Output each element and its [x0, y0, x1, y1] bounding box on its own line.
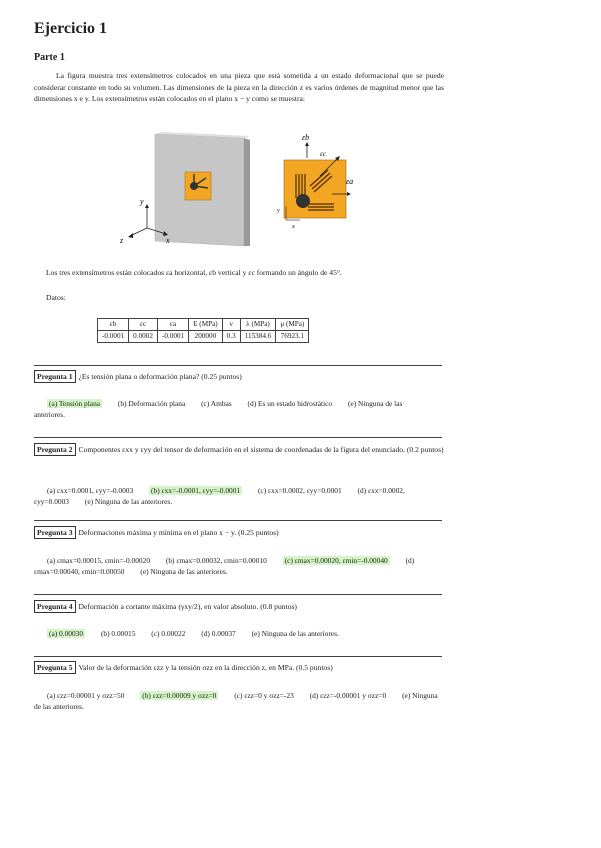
- table-header: E (MPa): [189, 319, 223, 331]
- option-e[interactable]: (e) Ninguna de las anteriores.: [34, 691, 438, 711]
- option-a[interactable]: (a) Tensión plana: [49, 399, 101, 408]
- part-title: Parte 1: [34, 52, 65, 63]
- option-d[interactable]: (d) εmax=0.00040, εmin=0.00050: [34, 556, 415, 576]
- strain-gauge-figure: [110, 128, 370, 250]
- question-5-options: [34, 690, 444, 712]
- option-b[interactable]: (b) 0.00015: [100, 629, 136, 638]
- divider: [34, 437, 442, 438]
- divider: [34, 656, 442, 657]
- question-3-options: [34, 555, 444, 577]
- table-cell: 200000: [189, 331, 223, 343]
- question-text: Valor de la deformación εzz y la tensión σzz en la dirección z, en MPa. (0.5 puntos): [78, 663, 333, 672]
- question-label: Pregunta 5: [34, 661, 76, 674]
- table-cell: -0.0001: [157, 331, 188, 343]
- table-header-row: [98, 319, 309, 331]
- option-e[interactable]: (e) Ninguna de las anteriores.: [251, 629, 339, 638]
- option-c[interactable]: (c) εxx=0.0002, εyy=0.0001: [257, 486, 342, 495]
- table-header: εb: [98, 319, 129, 331]
- option-d[interactable]: (d) Es un estado hidrostático: [247, 399, 333, 408]
- option-a[interactable]: (a) 0.00030: [49, 629, 84, 638]
- question-label: Pregunta 2: [34, 443, 76, 456]
- option-b[interactable]: (b) εxx=-0.0001, εyy=-0.0001: [151, 486, 241, 495]
- table-header: λ (MPa): [240, 319, 276, 331]
- divider: [34, 594, 442, 595]
- question-5: [34, 661, 444, 674]
- datos-label: Datos:: [46, 293, 66, 302]
- question-text: Componentes εxx y εyy del tensor de deformación en el sistema de coordenadas de la figura del enunciado. (0.2 puntos): [78, 445, 444, 454]
- gauge-y-label: y: [277, 208, 280, 214]
- table-header: μ (MPa): [276, 319, 309, 331]
- option-c[interactable]: (c) 0.00022: [151, 629, 186, 638]
- question-1: [34, 370, 444, 383]
- axis-y-label: y: [140, 197, 144, 206]
- rosette-pad: [284, 160, 346, 218]
- option-e[interactable]: (e) Ninguna de las anteriores.: [140, 567, 228, 576]
- option-a[interactable]: (a) εzz=0.00001 y σzz=50: [47, 691, 125, 700]
- data-table: [97, 318, 309, 343]
- table-header: εa: [157, 319, 188, 331]
- eps-b-label: εb: [302, 133, 310, 142]
- table-cell: 0.0002: [129, 331, 158, 343]
- page-title: Ejercicio 1: [34, 20, 108, 37]
- question-2: [34, 443, 444, 456]
- plate-side: [244, 138, 250, 246]
- option-e[interactable]: (e) Ninguna de las anteriores.: [34, 399, 403, 419]
- table-header: ν: [222, 319, 240, 331]
- option-b[interactable]: (b) εmax=0.00032, εmin=0.00010: [165, 556, 267, 565]
- question-1-options: [34, 398, 444, 420]
- question-3: [34, 526, 444, 539]
- table-cell: -0.0001: [98, 331, 129, 343]
- divider: [34, 365, 442, 366]
- option-d[interactable]: (d) εzz=-0.00001 y σzz=0: [309, 691, 387, 700]
- option-d[interactable]: (d) εxx=0.0002, εyy=0.0003: [34, 486, 405, 506]
- intro-paragraph: La figura muestra tres extensímetros colocados en una pieza que está sometida a un estado deformacional que se puede considerar constante en todo su volumen. Las dimensiones de la pieza en la dirección z es varios órdenes de magnitud menor que las dimensiones x e y. Los extensímetros están colocados en el plano x − y como se muestra:: [34, 71, 444, 103]
- table-cell: 0.3: [222, 331, 240, 343]
- option-e[interactable]: (e) Ninguna de las anteriores.: [84, 497, 173, 506]
- option-b[interactable]: (b) εzz=0.00009 y σzz=0: [142, 691, 217, 700]
- option-c[interactable]: (c) εmax=0.00020, εmin=-0.00040: [284, 556, 388, 565]
- question-label: Pregunta 3: [34, 526, 76, 539]
- option-c[interactable]: (c) εzz=0 y σzz=-23: [234, 691, 294, 700]
- question-label: Pregunta 1: [34, 370, 76, 383]
- table-header: εc: [129, 319, 158, 331]
- divider: [34, 520, 442, 521]
- question-4-options: [34, 628, 444, 639]
- table-cell: 115384.6: [240, 331, 276, 343]
- axis-x-label: x: [166, 236, 170, 245]
- question-4: [34, 600, 444, 613]
- option-d[interactable]: (d) 0.00037: [201, 629, 236, 638]
- eps-c-label: εc: [320, 150, 326, 158]
- caption: Los tres extensímetros están colocados εa horizontal, εb vertical y εc formando un ángulo de 45°.: [46, 268, 342, 277]
- gauge-x-label: x: [292, 224, 295, 230]
- eps-a-label: εa: [346, 177, 354, 186]
- question-text: ¿Es tensión plana o deformación plana? (0.25 puntos): [78, 372, 242, 381]
- option-a[interactable]: (a) εmax=0.00015, εmin=-0.00020: [47, 556, 151, 565]
- axis-z-label: z: [120, 236, 124, 245]
- question-2-options: [34, 485, 444, 507]
- option-a[interactable]: (a) εxx=0.0001, εyy=-0.0003: [47, 486, 134, 495]
- question-label: Pregunta 4: [34, 600, 76, 613]
- question-text: Deformaciones máxima y mínima en el plano x − y. (0.25 puntos): [78, 528, 279, 537]
- option-b[interactable]: (b) Deformación plana: [117, 399, 186, 408]
- table-row: [98, 331, 309, 343]
- option-c[interactable]: (c) Ambas: [201, 399, 232, 408]
- table-cell: 76923.1: [276, 331, 309, 343]
- question-text: Deformación a cortante máxima (γxy/2), en valor absoluto. (0.8 puntos): [78, 602, 297, 611]
